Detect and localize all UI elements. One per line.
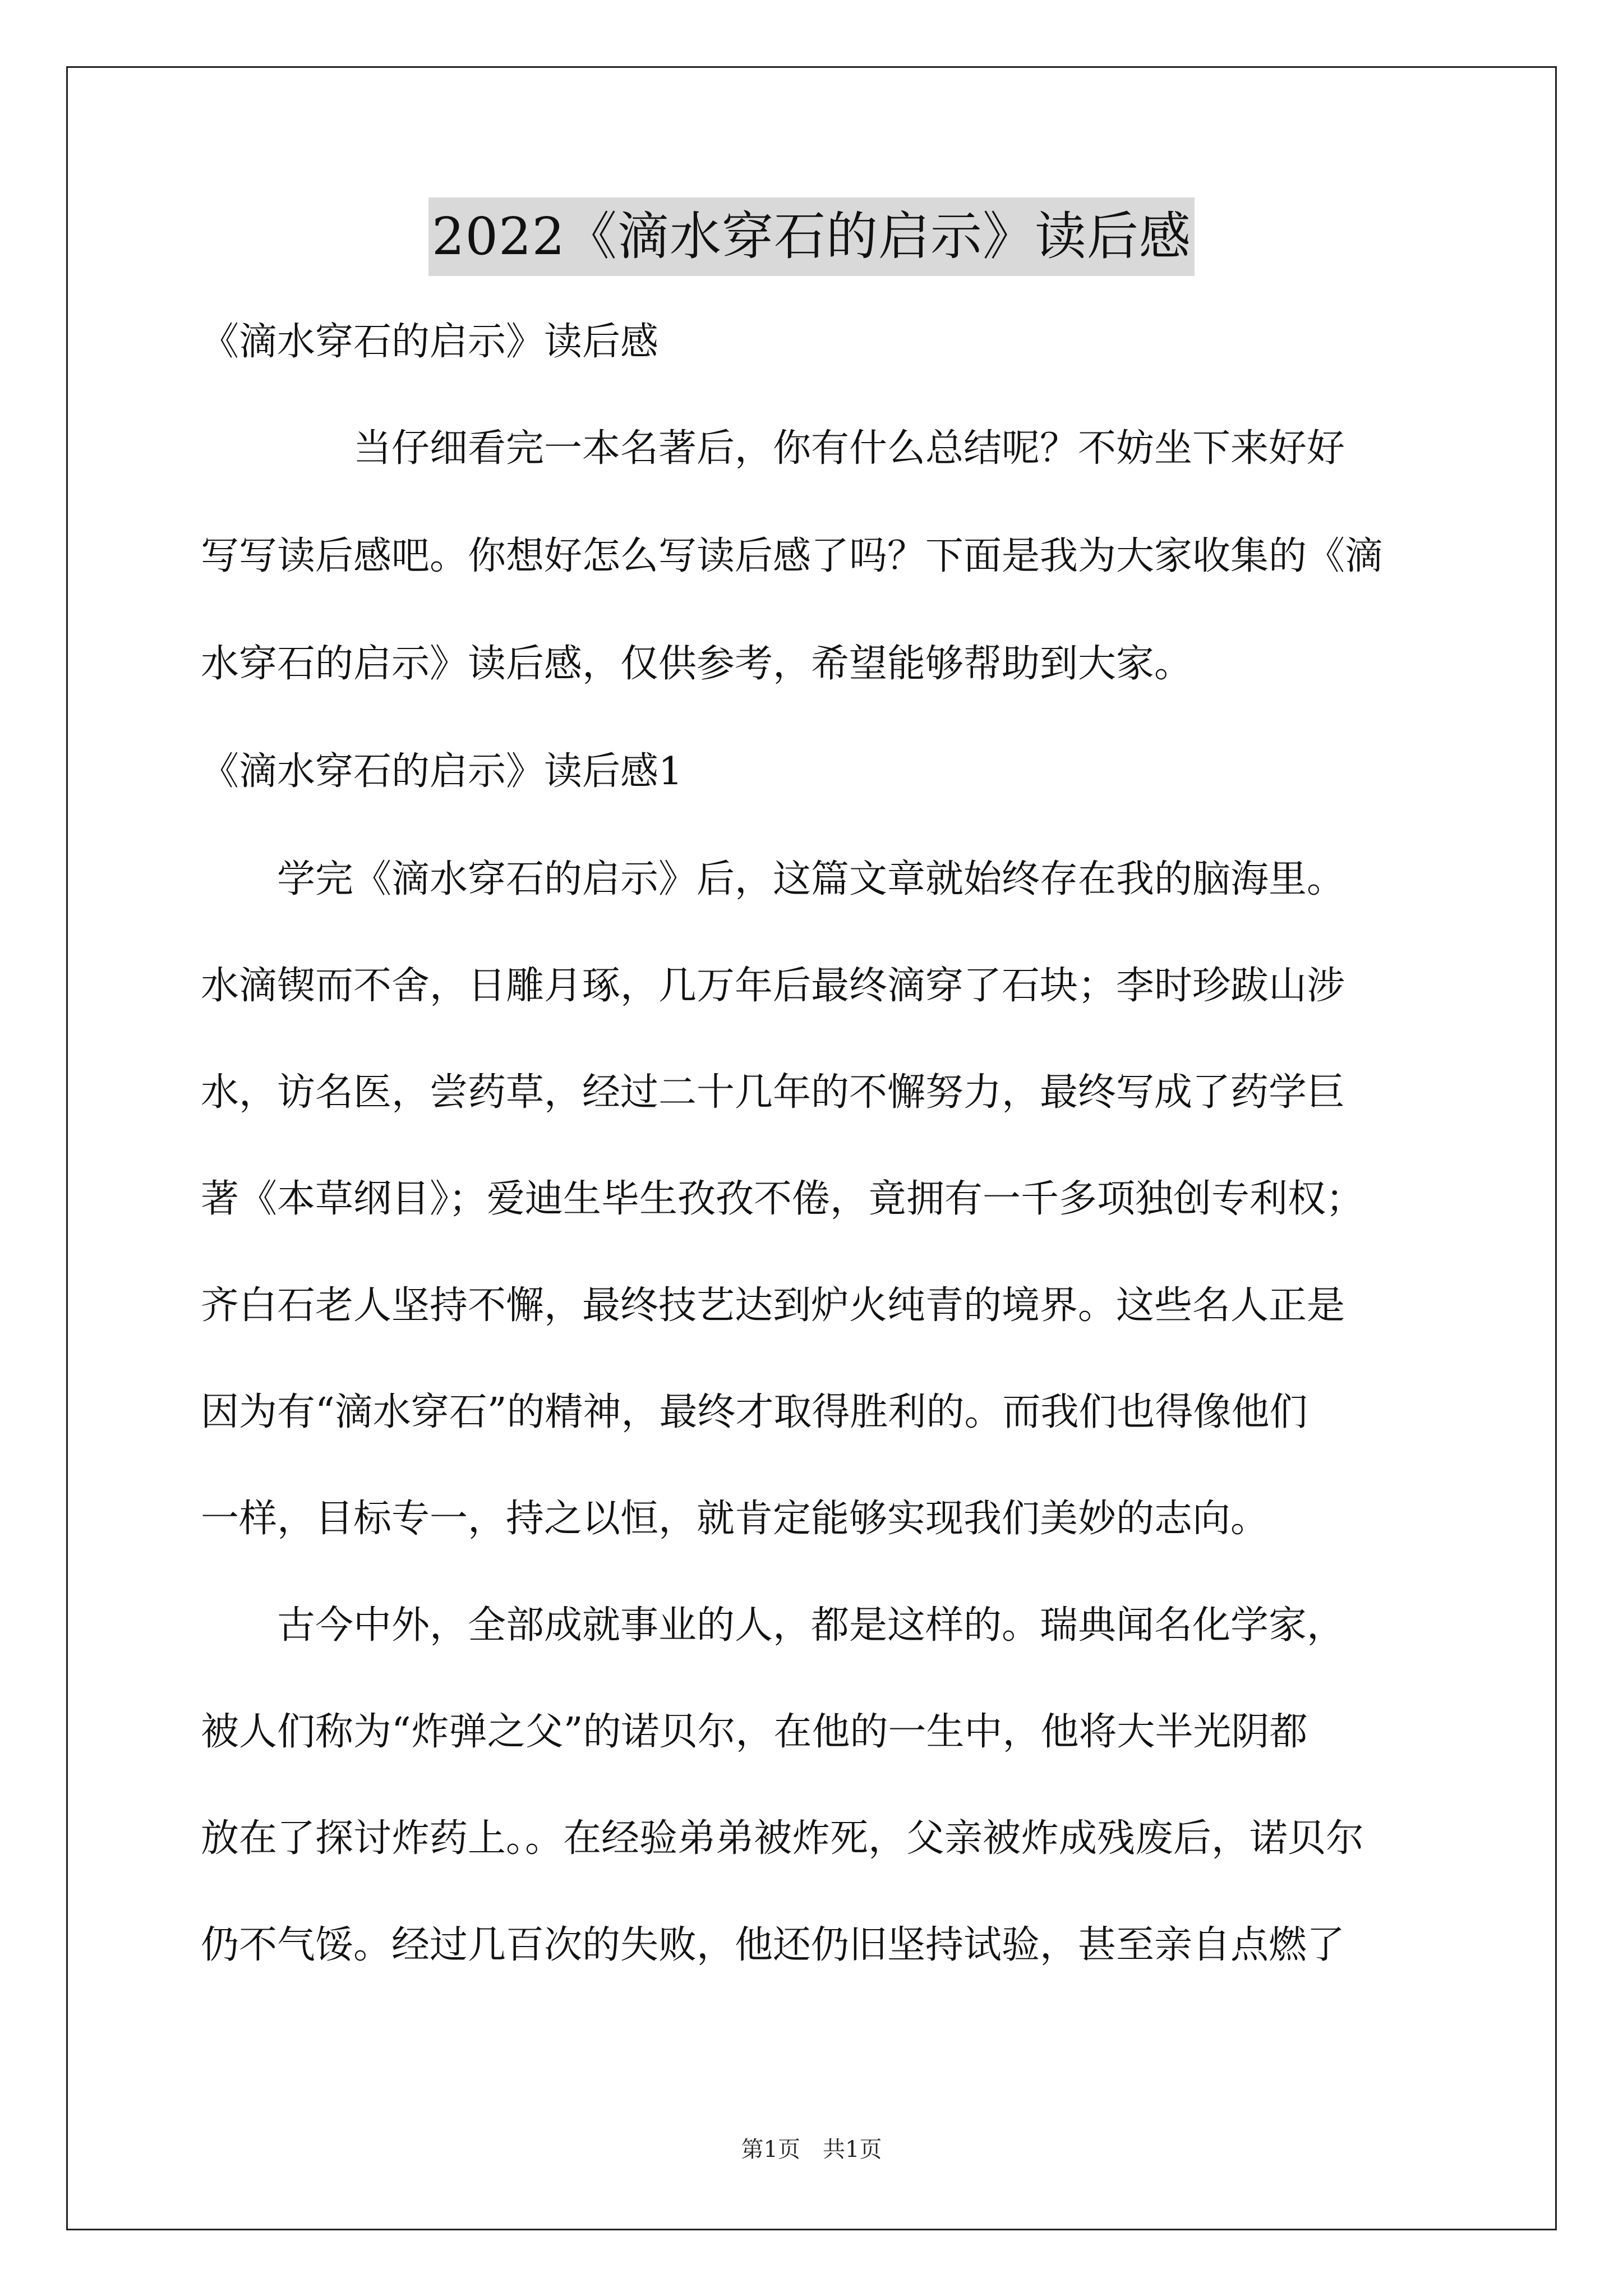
title-container: [0, 197, 1623, 276]
paragraph-line: 水滴锲而不舍，日雕月琢，几万年后最终滴穿了石块；李时珍跋山涉: [201, 964, 1345, 1008]
paragraph-line: 古今中外，全部成就事业的人，都是这样的。瑞典闻名化学家，: [201, 1603, 1345, 1648]
paragraph-line: 水穿石的启示》读后感，仅供参考，希望能够帮助到大家。: [201, 642, 1193, 686]
paragraph-line: 因为有“滴水穿石”的精神，最终才取得胜利的。而我们也得像他们: [201, 1390, 1308, 1434]
section-heading: 《滴水穿石的启示》读后感1: [201, 749, 683, 794]
paragraph-line: 当仔细看完一本名著后，你有什么总结呢？不妨坐下来好好: [201, 426, 1345, 471]
subtitle-line: 《滴水穿石的启示》读后感: [201, 320, 659, 364]
page-footer: 第1页 共1页: [741, 2137, 882, 2162]
paragraph-line: 齐白石老人坚持不懈，最终技艺达到炉火纯青的境界。这些名人正是: [201, 1283, 1345, 1328]
paragraph-line: 仍不气馁。经过几百次的失败，他还仍旧坚持试验，甚至亲自点燃了: [201, 1923, 1345, 1967]
paragraph-line: 写写读后感吧。你想好怎么写读后感了吗？下面是我为大家收集的《滴: [201, 534, 1384, 578]
paragraph-line: 著《本草纲目》；爱迪生毕生孜孜不倦，竟拥有一千多项独创专利权；: [201, 1177, 1364, 1221]
paragraph-line: 水，访名医，尝药草，经过二十几年的不懈努力，最终写成了药学巨: [201, 1070, 1345, 1115]
page-border: [66, 66, 1557, 2230]
paragraph-line: 放在了探讨炸药上。。在经验弟弟被炸死，父亲被炸成残废后，诺贝尔: [201, 1816, 1364, 1861]
paragraph-line: 学完《滴水穿石的启示》后，这篇文章就始终存在我的脑海里。: [201, 857, 1345, 901]
paragraph-line: 被人们称为“炸弹之父”的诺贝尔，在他的一生中，他将大半光阴都: [201, 1710, 1308, 1754]
document-title: 2022《滴水穿石的启示》读后感: [428, 197, 1195, 276]
paragraph-line: 一样，目标专一，持之以恒，就肯定能够实现我们美妙的志向。: [201, 1497, 1269, 1541]
